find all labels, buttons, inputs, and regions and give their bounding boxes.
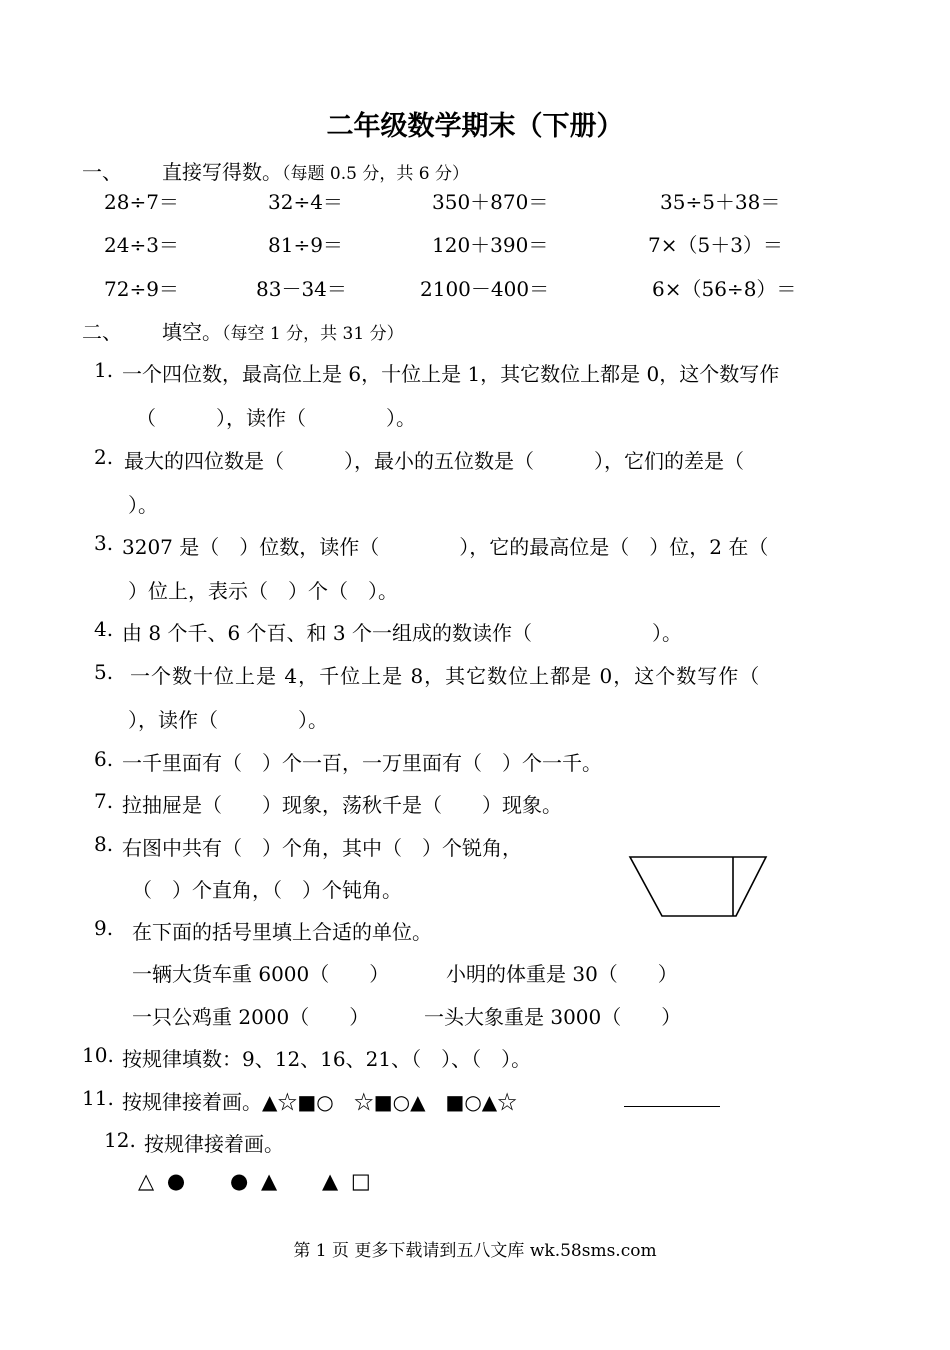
calc-item: 7×（5＋3）＝ <box>648 233 783 257</box>
item-text: 一个四位数，最高位上是 6，十位上是 1，其它数位上都是 0，这个数写作 <box>122 362 780 386</box>
item-number: 2. <box>94 445 114 469</box>
answer-blank <box>624 1086 720 1107</box>
section1-heading-text: 直接写得数。 <box>162 160 282 184</box>
item-text: 由 8 个千、6 个百、和 3 个一组成的数读作（ ）。 <box>122 621 682 645</box>
item-text-line2: ）位上，表示（ ）个（ ）。 <box>128 579 398 603</box>
calc-item: 6×（56÷8）＝ <box>652 277 797 301</box>
unit-question: 一只公鸡重 2000（ ） <box>132 1005 370 1029</box>
section2-heading <box>162 316 404 345</box>
unit-question: 一头大象重是 3000（ ） <box>424 1005 682 1029</box>
item-number: 1. <box>94 358 114 382</box>
calc-item: 28÷7＝ <box>104 190 179 214</box>
item-text: 在下面的括号里填上合适的单位。 <box>132 920 432 944</box>
section2-heading-text: 填空。 <box>162 320 222 344</box>
section2-note: （每空 1 分，共 31 分） <box>222 324 404 344</box>
calc-item: 32÷4＝ <box>268 190 343 214</box>
calc-item: 120＋390＝ <box>432 233 549 257</box>
section1-heading <box>162 156 469 185</box>
item-text: 拉抽屉是（ ）现象，荡秋千是（ ）现象。 <box>122 793 562 817</box>
item-number: 12. <box>104 1128 136 1152</box>
item-text-line2: （ ）个直角，（ ）个钝角。 <box>132 878 402 902</box>
page-footer: 第 1 页 更多下载请到五八文库 wk.58sms.com <box>293 1241 657 1261</box>
calc-item: 35÷5＋38＝ <box>660 190 781 214</box>
calc-item: 350＋870＝ <box>432 190 549 214</box>
unit-question: 一辆大货车重 6000（ ） <box>132 962 390 986</box>
item-text-line2: （ ），读作（ ）。 <box>136 406 416 430</box>
item-number: 3. <box>94 531 114 555</box>
calc-item: 83－34＝ <box>256 277 347 301</box>
item-number: 9. <box>94 916 114 940</box>
answer-blank-line <box>624 1086 720 1110</box>
item-text: 最大的四位数是（ ），最小的五位数是（ ），它们的差是（ <box>124 449 744 473</box>
calc-item: 81÷9＝ <box>268 233 343 257</box>
calc-item: 24÷3＝ <box>104 233 179 257</box>
calc-item: 72÷9＝ <box>104 277 179 301</box>
item-number: 7. <box>94 789 114 813</box>
section1-number: 一、 <box>82 160 122 184</box>
item-text-line2: ）。 <box>128 493 158 517</box>
item-text: 右图中共有（ ）个角，其中（ ）个锐角， <box>122 836 522 860</box>
unit-question: 小明的体重是 30（ ） <box>446 962 678 986</box>
trapezoid-figure <box>626 854 770 920</box>
item-number: 5. <box>94 660 114 684</box>
item-text: 按规律接着画。▲☆■○ ☆■○▲ ■○▲☆ <box>122 1090 518 1114</box>
item-number: 4. <box>94 617 114 641</box>
section2-number: 二、 <box>82 320 122 344</box>
pattern-group: ▲ □ <box>322 1169 374 1193</box>
page-title: 二年级数学期末（下册） <box>326 111 624 142</box>
trapezoid-outline <box>630 857 766 916</box>
item-number: 6. <box>94 747 114 771</box>
calc-item: 2100－400＝ <box>420 277 550 301</box>
item-text: 按规律填数：9、12、16、21、（ ）、（ ）。 <box>122 1047 532 1071</box>
item-number: 8. <box>94 832 114 856</box>
section1-note: （每题 0.5 分，共 6 分） <box>282 164 469 184</box>
pattern-group: △ ● <box>138 1169 189 1193</box>
pattern-group: ● ▲ <box>230 1169 281 1193</box>
item-text-line2: ），读作（ ）。 <box>128 708 328 732</box>
item-number: 10. <box>82 1043 114 1067</box>
item-text: 按规律接着画。 <box>144 1132 284 1156</box>
item-text: 一千里面有（ ）个一百，一万里面有（ ）个一千。 <box>122 751 602 775</box>
item-text: 一个数十位上是 4，千位上是 8，其它数位上都是 0，这个数写作（ <box>130 664 761 688</box>
item-number: 11. <box>82 1086 114 1110</box>
item-text: 3207 是（ ）位数，读作（ ），它的最高位是（ ）位，2 在（ <box>122 535 769 559</box>
